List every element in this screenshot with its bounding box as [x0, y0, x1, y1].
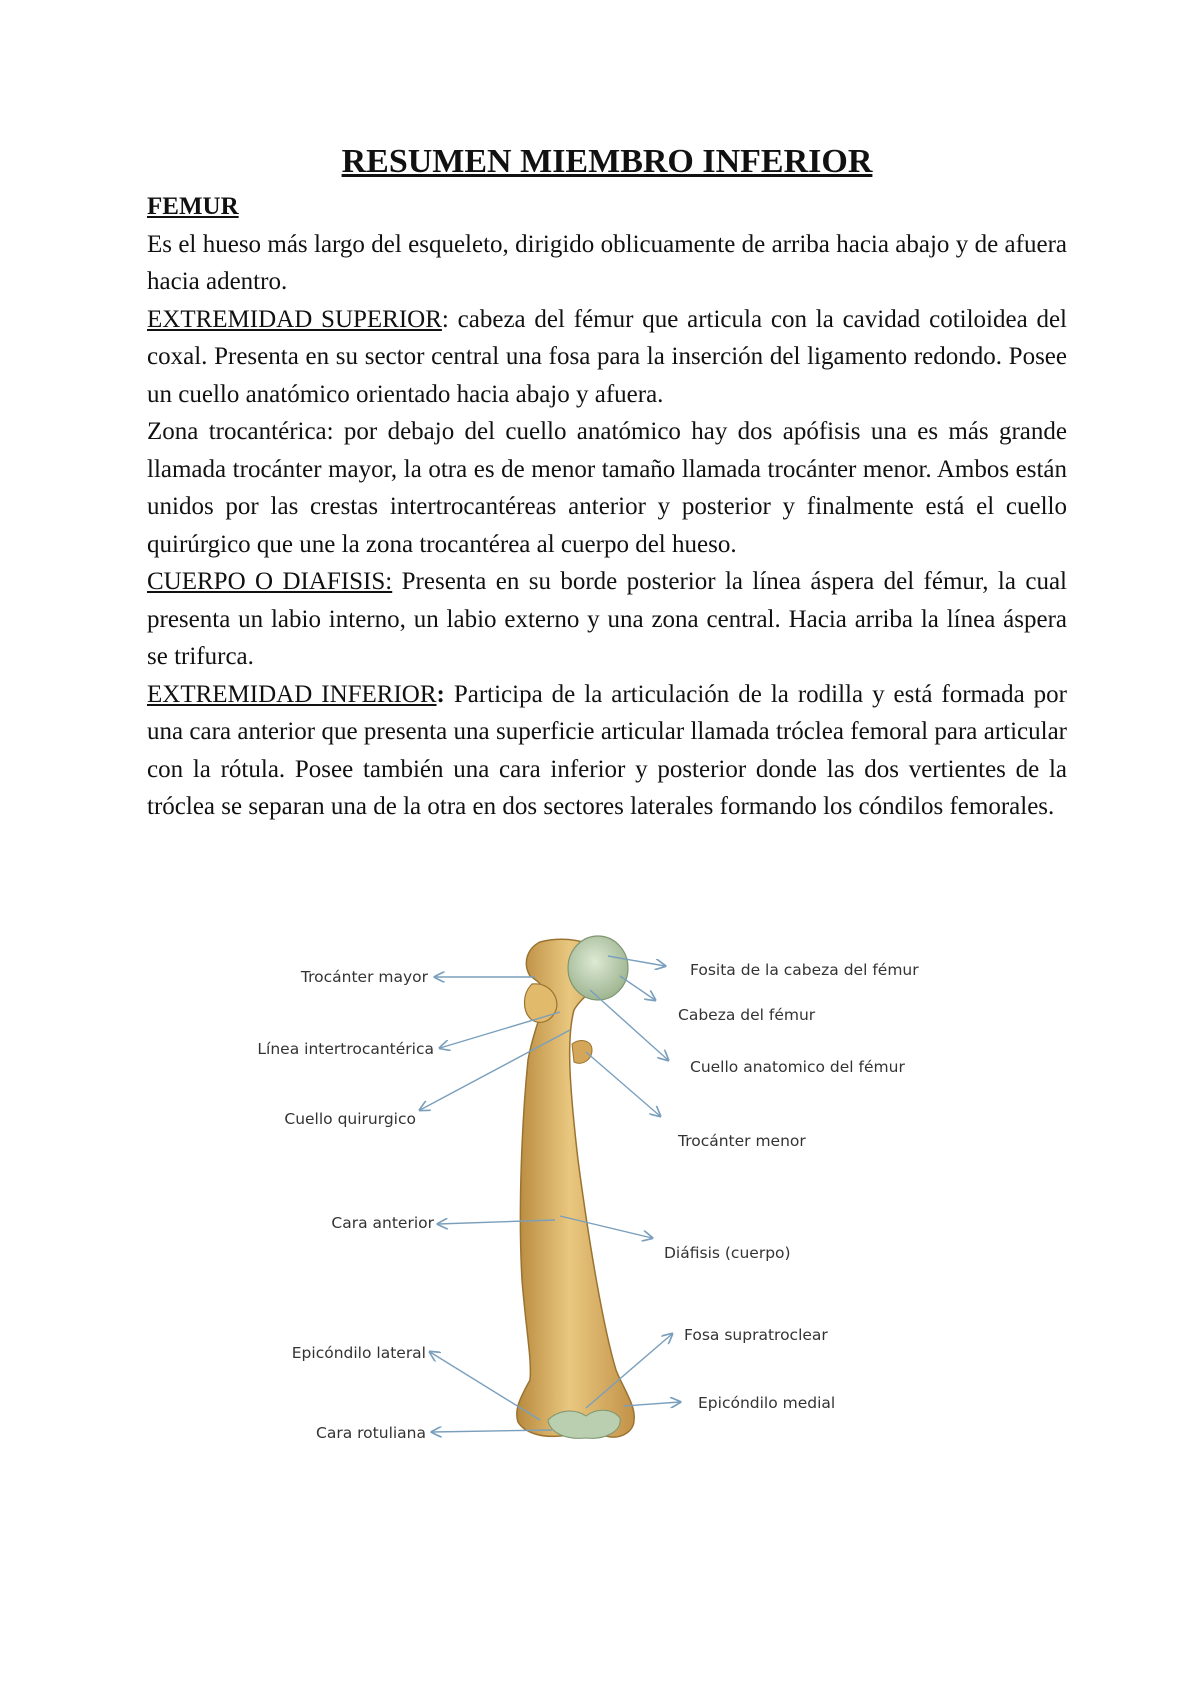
label-fosa-supratroclear: Fosa supratroclear [684, 1326, 828, 1344]
label-cabeza-femur: Cabeza del fémur [678, 1006, 816, 1024]
extremidad-superior-paragraph [147, 301, 1067, 414]
label-epicondilo-medial: Epicóndilo medial [698, 1394, 836, 1412]
label-cuello-anatomico: Cuello anatomico del fémur [690, 1058, 905, 1076]
label-diafisis: Diáfisis (cuerpo) [664, 1244, 791, 1262]
femur-diagram [0, 920, 1200, 1540]
intro-paragraph: Es el hueso más largo del esqueleto, dirigido oblicuamente de arriba hacia abajo y de afuera hacia adentro. [147, 230, 1067, 295]
arrow-trocanter-menor [586, 1052, 660, 1116]
arrow-epicondilo-medial [624, 1402, 680, 1406]
label-epicondilo-lateral: Epicóndilo lateral [291, 1344, 426, 1362]
arrow-cuello-anatomico [590, 990, 668, 1060]
label-linea-intertrocanterica: Línea intertrocantérica [257, 1040, 434, 1058]
text-block [147, 140, 1067, 826]
label-cara-rotuliana: Cara rotuliana [316, 1424, 426, 1442]
femur-figure [0, 920, 1200, 1540]
label-trocanter-mayor: Trocánter mayor [300, 968, 428, 986]
arrow-epicondilo-lateral [430, 1352, 540, 1420]
extremidad-inferior-label: EXTREMIDAD INFERIOR [147, 680, 437, 708]
extremidad-superior-label: EXTREMIDAD SUPERIOR [147, 305, 442, 333]
distal-cartilage-shape [548, 1410, 620, 1438]
arrow-cabeza-femur [620, 976, 655, 1000]
label-cara-anterior: Cara anterior [331, 1214, 434, 1232]
label-cuello-quirurgico: Cuello quirurgico [284, 1110, 416, 1128]
cuerpo-label: CUERPO O DIAFISIS: [147, 568, 393, 595]
extremidad-inferior-text: Participa de la articulación de la rodilla y está formada por una cara anterior que presenta una superficie articular llamada tróclea femoral para articular con la rótula. Posee también una cara inferior y posterior donde las dos vertientes de la tróclea se separan una de la otra en dos sectores laterales formando los cóndilos femorales. [147, 680, 1067, 820]
extremidad-inferior-colon: : [436, 680, 445, 708]
lesser-trochanter-shape [572, 1041, 592, 1064]
section-title-femur: FEMUR [147, 193, 239, 220]
femoral-head-shape [568, 936, 628, 1000]
label-fosita-cabeza: Fosita de la cabeza del fémur [690, 961, 919, 979]
page-title: RESUMEN MIEMBRO INFERIOR [341, 143, 873, 180]
zona-trocanterica-paragraph: Zona trocantérica: por debajo del cuello anatómico hay dos apófisis una es más grande llamada trocánter mayor, la otra es de menor tamaño llamada trocánter menor. Ambos están unidos por las crestas intertrocantéreas anterior y posterior y finalmente está el cuello quirúrgico que une la zona trocantérea al cuerpo del hueso. [147, 418, 1067, 558]
extremidad-superior-text: : cabeza del fémur que articula con la cavidad cotiloidea del coxal. Presenta en su sector central una fosa para la inserción del ligamento redondo. Posee un cuello anatómico orientado hacia abajo y afuera. [147, 305, 1068, 408]
cuerpo-text: Presenta en su borde posterior la línea áspera del fémur, la cual presenta un labio interno, un labio externo y una zona central. Hacia arriba la línea áspera se trifurca. [147, 568, 1067, 670]
label-trocanter-menor: Trocánter menor [678, 1132, 806, 1150]
cuerpo-paragraph [147, 563, 1067, 676]
extremidad-inferior-paragraph [147, 676, 1067, 826]
